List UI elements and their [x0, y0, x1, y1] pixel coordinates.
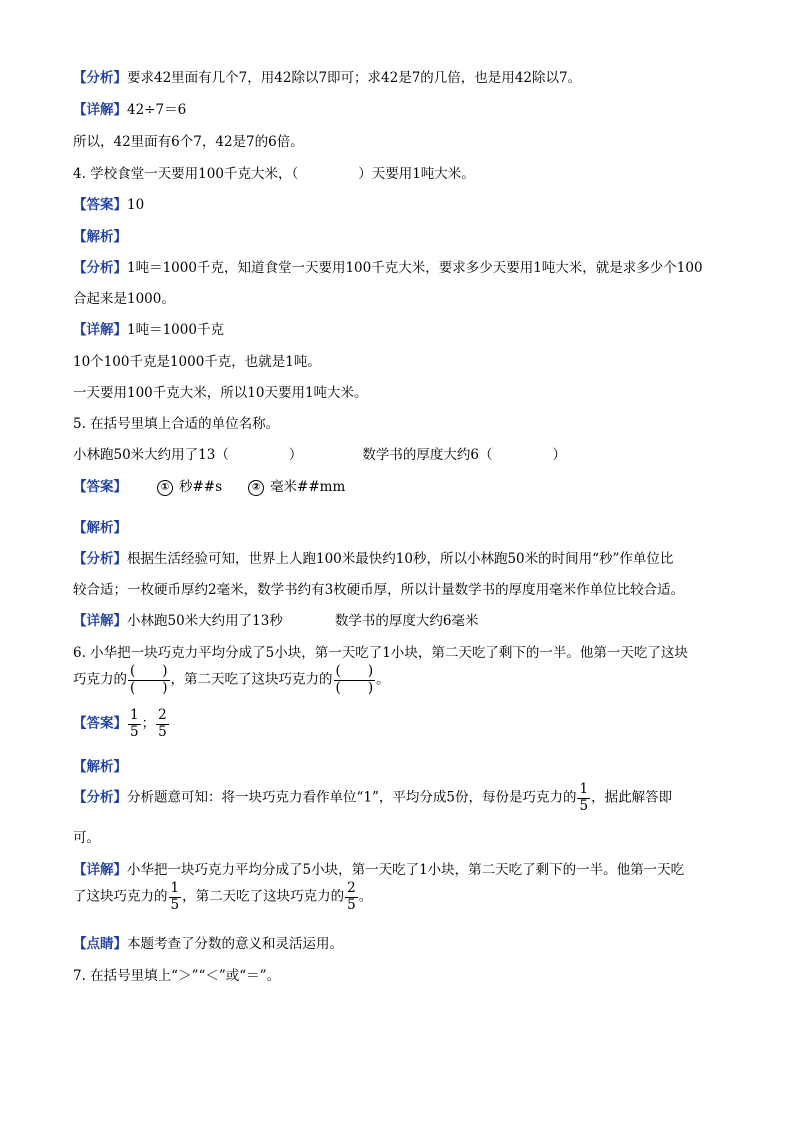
remark-text: 本题考查了分数的意义和灵活运用。 [127, 936, 343, 952]
answer-text: 10 [127, 197, 145, 213]
answer-line-q6 [73, 708, 170, 740]
numerator: 1 [170, 880, 180, 896]
question-6-stem-1: 6. 小华把一块巧克力平均分成了5小块，第一天吃了1小块，第二天吃了剩下的一半。他第一天吃了这块 [73, 645, 688, 661]
denominator: 5 [170, 896, 180, 913]
circled-number-2: ② [248, 480, 264, 496]
analysis-line-q4-cont: 合起来是1000。 [73, 291, 175, 307]
detail-tag: 【详解】 [73, 322, 127, 338]
question-7-stem: 7. 在括号里填上“＞”“＜”或“＝”。 [73, 968, 281, 984]
solution-tag: 【解析】 [73, 229, 127, 245]
detail-text: 。 [358, 888, 373, 905]
blank-denominator: ( ) [335, 679, 374, 696]
detail-fraction-2 [345, 881, 358, 913]
analysis-tag: 【分析】 [73, 551, 127, 567]
analysis-text: 根据生活经验可知，世界上人跑100米最快约10秒，所以小林跑50米的时间用“秒”作单位比 [127, 551, 674, 567]
answer-1-text: 秒##s [179, 479, 223, 495]
numerator: 1 [579, 781, 589, 797]
denominator: 5 [347, 896, 356, 913]
solution-tag: 【解析】 [73, 520, 127, 536]
answer-tag: 【答案】 [73, 197, 127, 213]
detail-tag: 【详解】 [73, 613, 127, 629]
solution-tag-q6 [73, 755, 127, 775]
answer-fraction-2 [156, 708, 169, 740]
detail-line-q6-2 [73, 881, 372, 913]
detail-text: ，第二天吃了这块巧克力的 [182, 888, 345, 905]
answer-line-q5 [73, 475, 345, 496]
numerator: 2 [158, 707, 167, 723]
subpart-a-close: ） [288, 447, 303, 463]
detail-line-q4 [73, 318, 224, 338]
analysis-fraction [577, 782, 590, 814]
analysis-tag: 【分析】 [73, 70, 127, 86]
solution-tag: 【解析】 [73, 759, 127, 775]
question-4-stem-a: 4. 学校食堂一天要用100千克大米，（ [73, 166, 299, 182]
analysis-line-q4 [73, 256, 703, 276]
separator: ； [141, 715, 156, 732]
denominator: 5 [158, 723, 167, 740]
subpart-a: 小林跑50米大约用了13（ [73, 447, 229, 463]
analysis-line-q5-cont: 较合适；一枚硬币厚约2毫米，数学书约有3枚硬币厚，所以计量数学书的厚度用毫米作单位比较合适。 [73, 582, 685, 598]
answer-fraction-1 [128, 708, 141, 740]
analysis-line-q6-cont: 可。 [73, 830, 100, 846]
answer-line-q4 [73, 193, 144, 213]
detail-text: 小华把一块巧克力平均分成了5小块，第一天吃了1小块，第二天吃了剩下的一半。他第一天吃 [127, 862, 685, 878]
blank-numerator: ( ) [130, 663, 168, 679]
subpart-b-close: ） [552, 447, 566, 463]
detail-tag: 【详解】 [73, 862, 127, 878]
blank-fraction-2 [334, 664, 376, 696]
answer-tag: 【答案】 [73, 715, 127, 732]
numerator: 2 [347, 880, 356, 896]
denominator: 5 [579, 797, 589, 814]
blank-fraction-1 [128, 664, 170, 696]
circled-number-1: ① [157, 480, 173, 496]
analysis-tag: 【分析】 [73, 789, 127, 806]
remark-line-q6 [73, 932, 343, 952]
question-4-stem [73, 162, 475, 182]
stem-text: ，第二天吃了这块巧克力的 [170, 671, 333, 688]
question-5-subparts [73, 443, 566, 463]
blank-numerator: ( ) [335, 663, 374, 679]
detail-text: 1吨＝1000千克 [127, 322, 224, 338]
detail-line-q4-2: 10个100千克是1000千克，也就是1吨。 [73, 354, 321, 370]
detail-text: 了这块巧克力的 [73, 888, 168, 905]
analysis-text: 分析题意可知：将一块巧克力看作单位“1”，平均分成5份，每份是巧克力的 [127, 789, 577, 806]
numerator: 1 [130, 707, 139, 723]
detail-text: 42÷7＝6 [127, 102, 187, 118]
question-5-stem: 5. 在括号里填上合适的单位名称。 [73, 416, 280, 432]
analysis-line-q6 [73, 782, 672, 814]
subpart-b: 数学书的厚度大约6（ [362, 447, 493, 463]
remark-tag: 【点睛】 [73, 936, 127, 952]
detail-a: 小林跑50米大约用了13秒 [127, 613, 283, 629]
detail-line-q4-3: 一天要用100千克大米，所以10天要用1吨大米。 [73, 385, 368, 401]
solution-tag-q5 [73, 516, 127, 536]
detail-b: 数学书的厚度大约6毫米 [334, 613, 479, 629]
denominator: 5 [130, 723, 139, 740]
detail-tag: 【详解】 [73, 102, 127, 118]
analysis-text: 要求42里面有几个7，用42除以7即可；求42是7的几倍，也是用42除以7。 [127, 70, 582, 86]
detail-line-q6 [73, 858, 684, 878]
blank-denominator: ( ) [130, 679, 168, 696]
solution-tag-q4 [73, 225, 127, 245]
detail-fraction-1 [169, 881, 182, 913]
analysis-text: 1吨＝1000千克，知道食堂一天要用100千克大米，要求多少天要用1吨大米，就是求多少个100 [127, 260, 703, 276]
stem-text: 。 [376, 671, 390, 688]
answer-tag: 【答案】 [73, 479, 127, 495]
detail-line-q3 [73, 98, 186, 118]
analysis-tag: 【分析】 [73, 260, 127, 276]
detail-line-q5 [73, 609, 478, 629]
question-4-stem-b: ）天要用1吨大米。 [358, 166, 475, 182]
answer-2-text: 毫米##mm [270, 479, 346, 495]
analysis-line-q3 [73, 66, 581, 86]
question-6-stem-2 [73, 664, 390, 696]
stem-text: 巧克力的 [73, 671, 127, 688]
analysis-text: ，据此解答即 [591, 789, 673, 806]
analysis-line-q5 [73, 547, 673, 567]
detail-conclusion-q3: 所以，42里面有6个7，42是7的6倍。 [73, 134, 304, 150]
